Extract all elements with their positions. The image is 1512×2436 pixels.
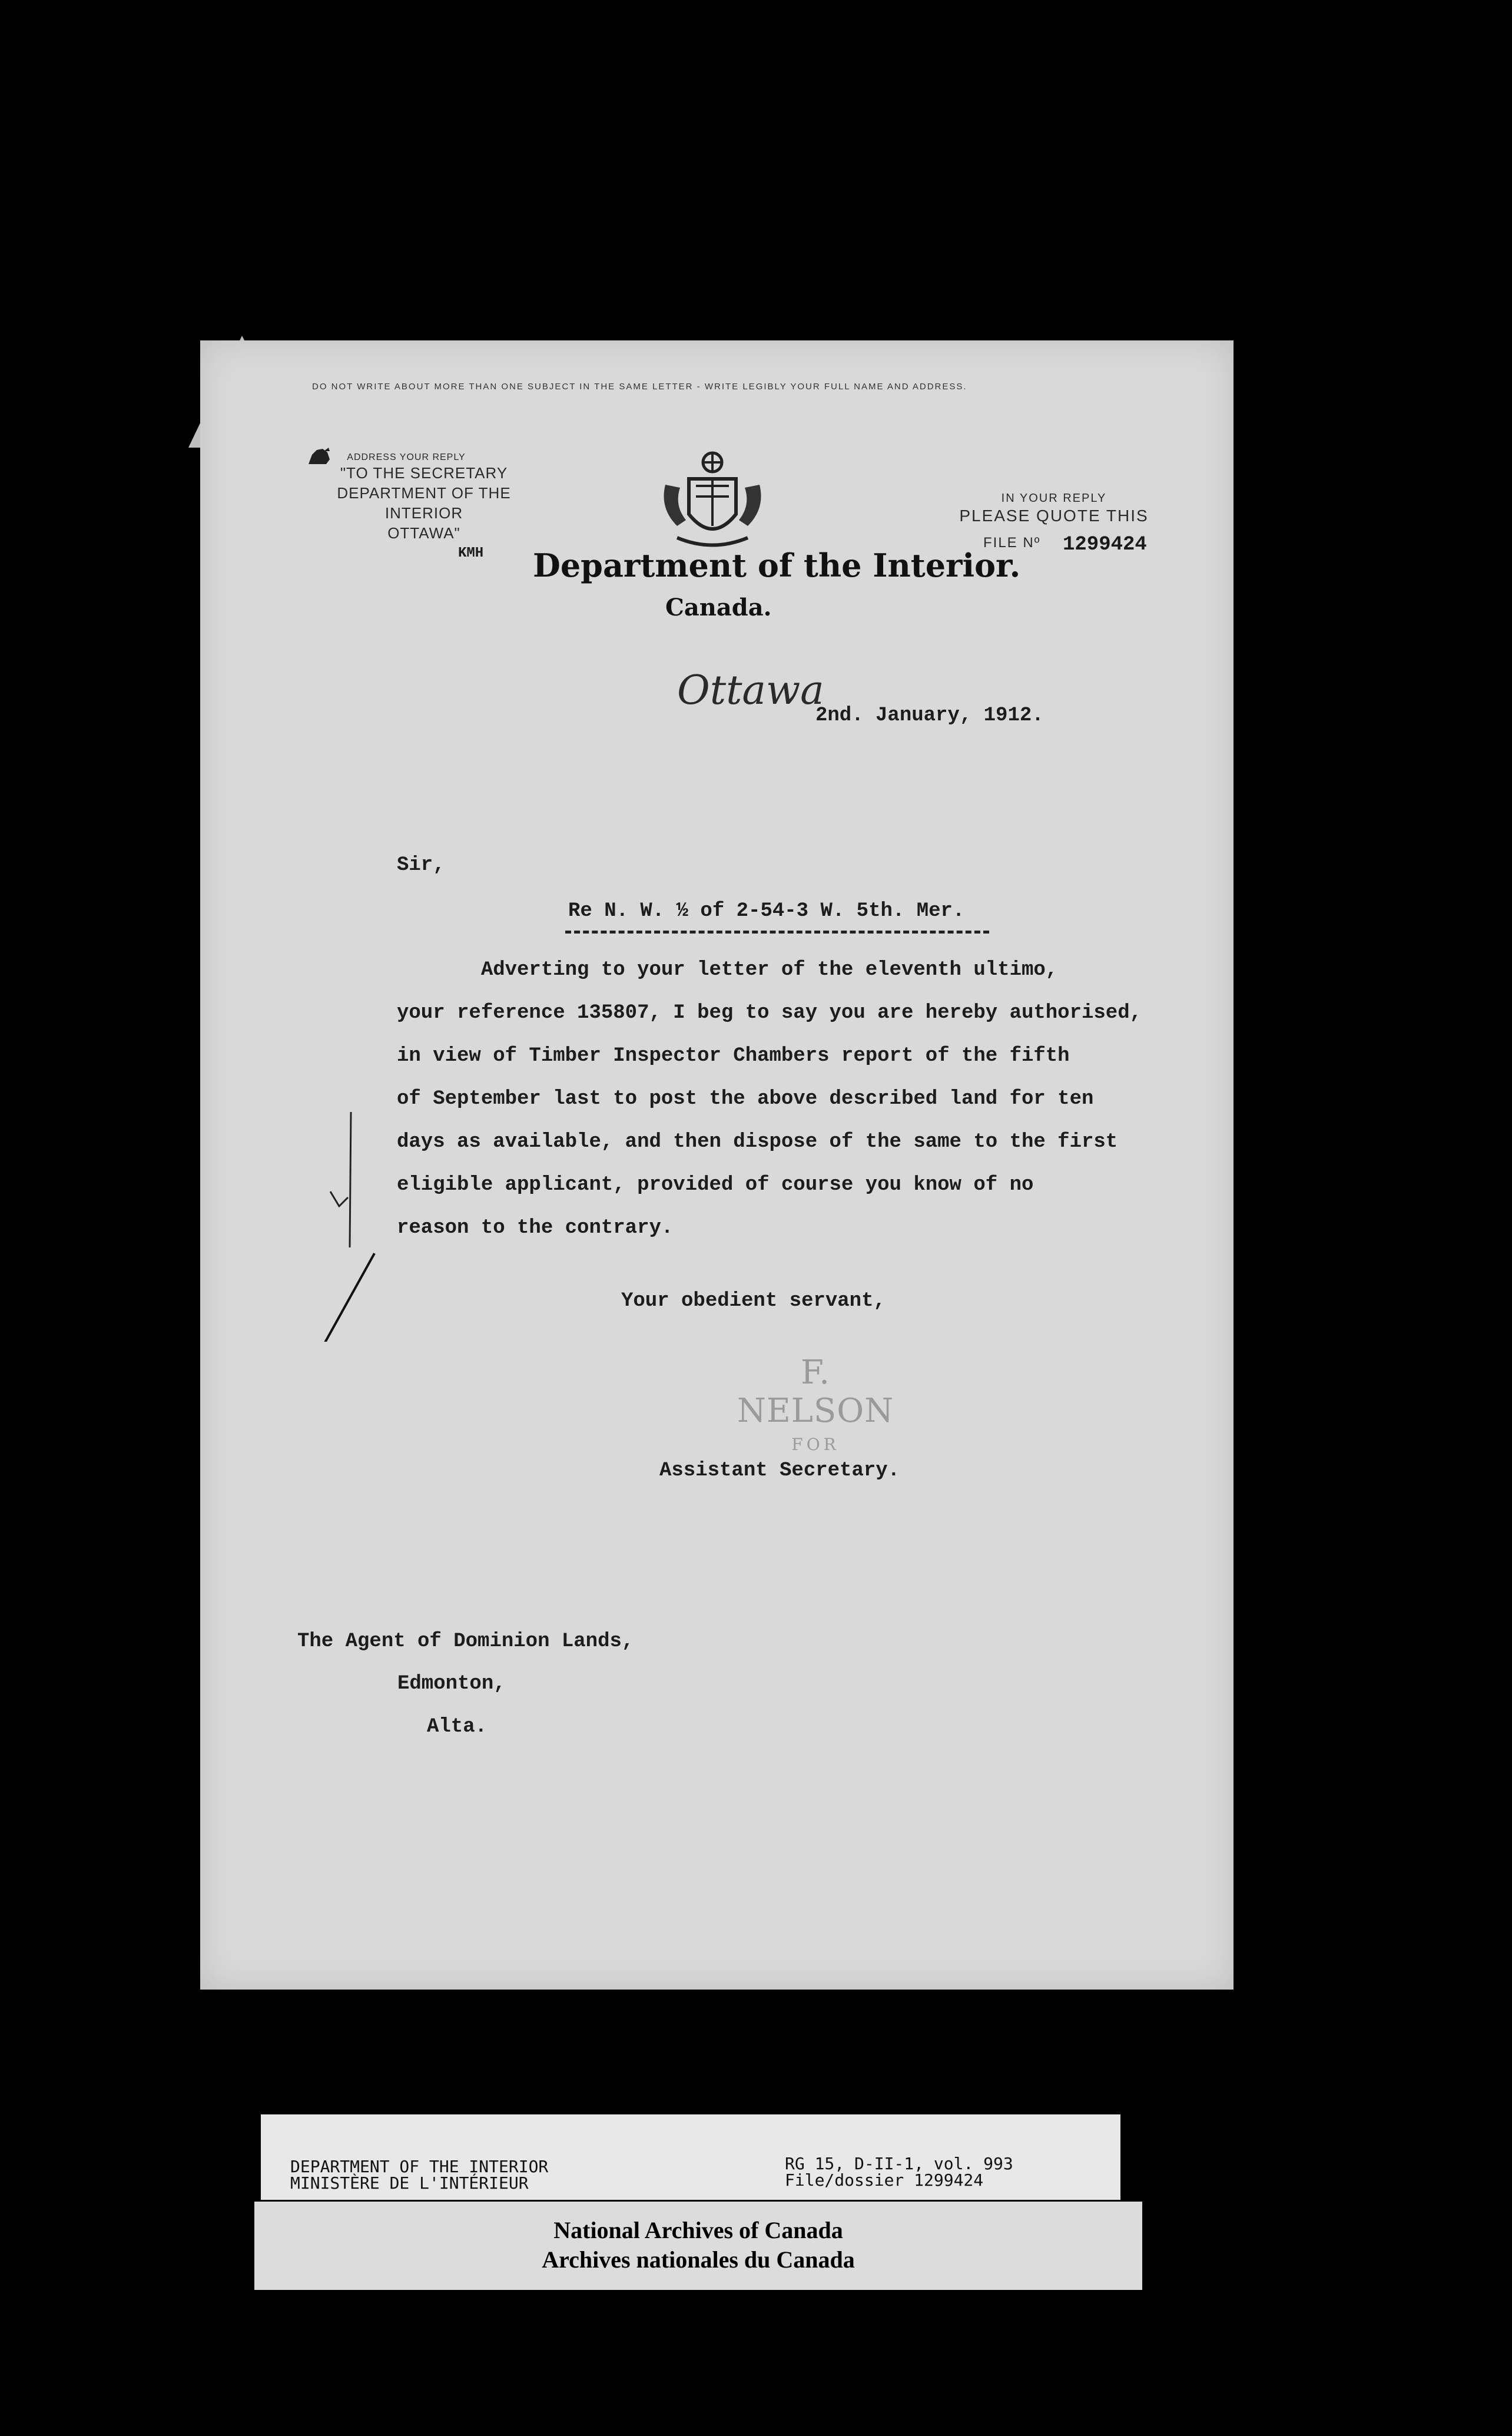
archive-ref: RG 15, D-II-1, vol. 993 bbox=[785, 2154, 1013, 2173]
body-line: of September last to post the above described land for ten bbox=[397, 1088, 1094, 1110]
archive-name-label bbox=[254, 2202, 1142, 2290]
address-reply-label: ADDRESS YOUR REPLY bbox=[347, 452, 466, 462]
recipient-line: Edmonton, bbox=[397, 1673, 506, 1695]
file-number: 1299424 bbox=[1063, 534, 1147, 556]
stamp-name: F. NELSON bbox=[737, 1353, 894, 1430]
address-line: OTTAWA" bbox=[387, 524, 460, 542]
signature-stamp bbox=[724, 1353, 907, 1454]
archive-reference bbox=[785, 2156, 1013, 2189]
recipient-line: Alta. bbox=[427, 1716, 488, 1738]
recipient-line: The Agent of Dominion Lands, bbox=[297, 1630, 634, 1653]
address-line: "TO THE SECRETARY bbox=[340, 464, 508, 482]
body-line: in view of Timber Inspector Chambers report of the fifth bbox=[397, 1045, 1070, 1067]
department-country: Canada. bbox=[665, 594, 772, 621]
archive-name-fr: Archives nationales du Canada bbox=[542, 2246, 855, 2273]
body-line: eligible applicant, provided of course you know of no bbox=[397, 1174, 1034, 1196]
address-line: DEPARTMENT OF THE INTERIOR bbox=[337, 484, 511, 522]
department-title: Department of the Interior. bbox=[533, 547, 1021, 584]
file-label: FILE Nº bbox=[983, 535, 1041, 551]
reply-block bbox=[930, 492, 1178, 527]
signer-title: Assistant Secretary. bbox=[659, 1459, 900, 1482]
address-reply-block bbox=[300, 452, 548, 543]
reply-line: PLEASE QUOTE THIS bbox=[959, 507, 1149, 525]
royal-crest-icon bbox=[654, 449, 771, 555]
stamp-for: FOR bbox=[791, 1435, 840, 1454]
body-line: days as available, and then dispose of the same to the first bbox=[397, 1131, 1118, 1153]
closing: Your obedient servant, bbox=[621, 1290, 886, 1312]
archive-department bbox=[290, 2159, 548, 2192]
subject-line: Re N. W. ½ of 2-54-3 W. 5th. Mer. bbox=[568, 900, 965, 922]
letter-page bbox=[200, 340, 1234, 1990]
letter-date: 2nd. January, 1912. bbox=[815, 704, 1044, 727]
letter-city: Ottawa bbox=[677, 667, 824, 714]
salutation: Sir, bbox=[397, 854, 445, 876]
body-line: Adverting to your letter of the eleventh ultimo, bbox=[397, 959, 1058, 981]
archive-reference-label bbox=[261, 2114, 1120, 2200]
archive-dept-en: DEPARTMENT OF THE INTERIOR bbox=[290, 2157, 549, 2176]
letterhead-notice: DO NOT WRITE ABOUT MORE THAN ONE SUBJECT IN THE SAME LETTER - WRITE LEGIBLY YOUR FULL NAME AND ADDRESS. bbox=[312, 382, 967, 392]
body-line: reason to the contrary. bbox=[397, 1217, 674, 1239]
subject-underline bbox=[565, 931, 989, 934]
reply-line: IN YOUR REPLY bbox=[1001, 492, 1107, 505]
archive-file: File/dossier 1299424 bbox=[785, 2170, 984, 2190]
body-line: your reference 135807, I beg to say you are hereby authorised, bbox=[397, 1002, 1142, 1024]
archive-name-en: National Archives of Canada bbox=[553, 2217, 843, 2243]
typist-initials: KMH bbox=[458, 545, 484, 561]
archive-dept-fr: MINISTÈRE DE L'INTÉRIEUR bbox=[290, 2173, 529, 2193]
pencil-mark-icon bbox=[304, 1106, 380, 1342]
